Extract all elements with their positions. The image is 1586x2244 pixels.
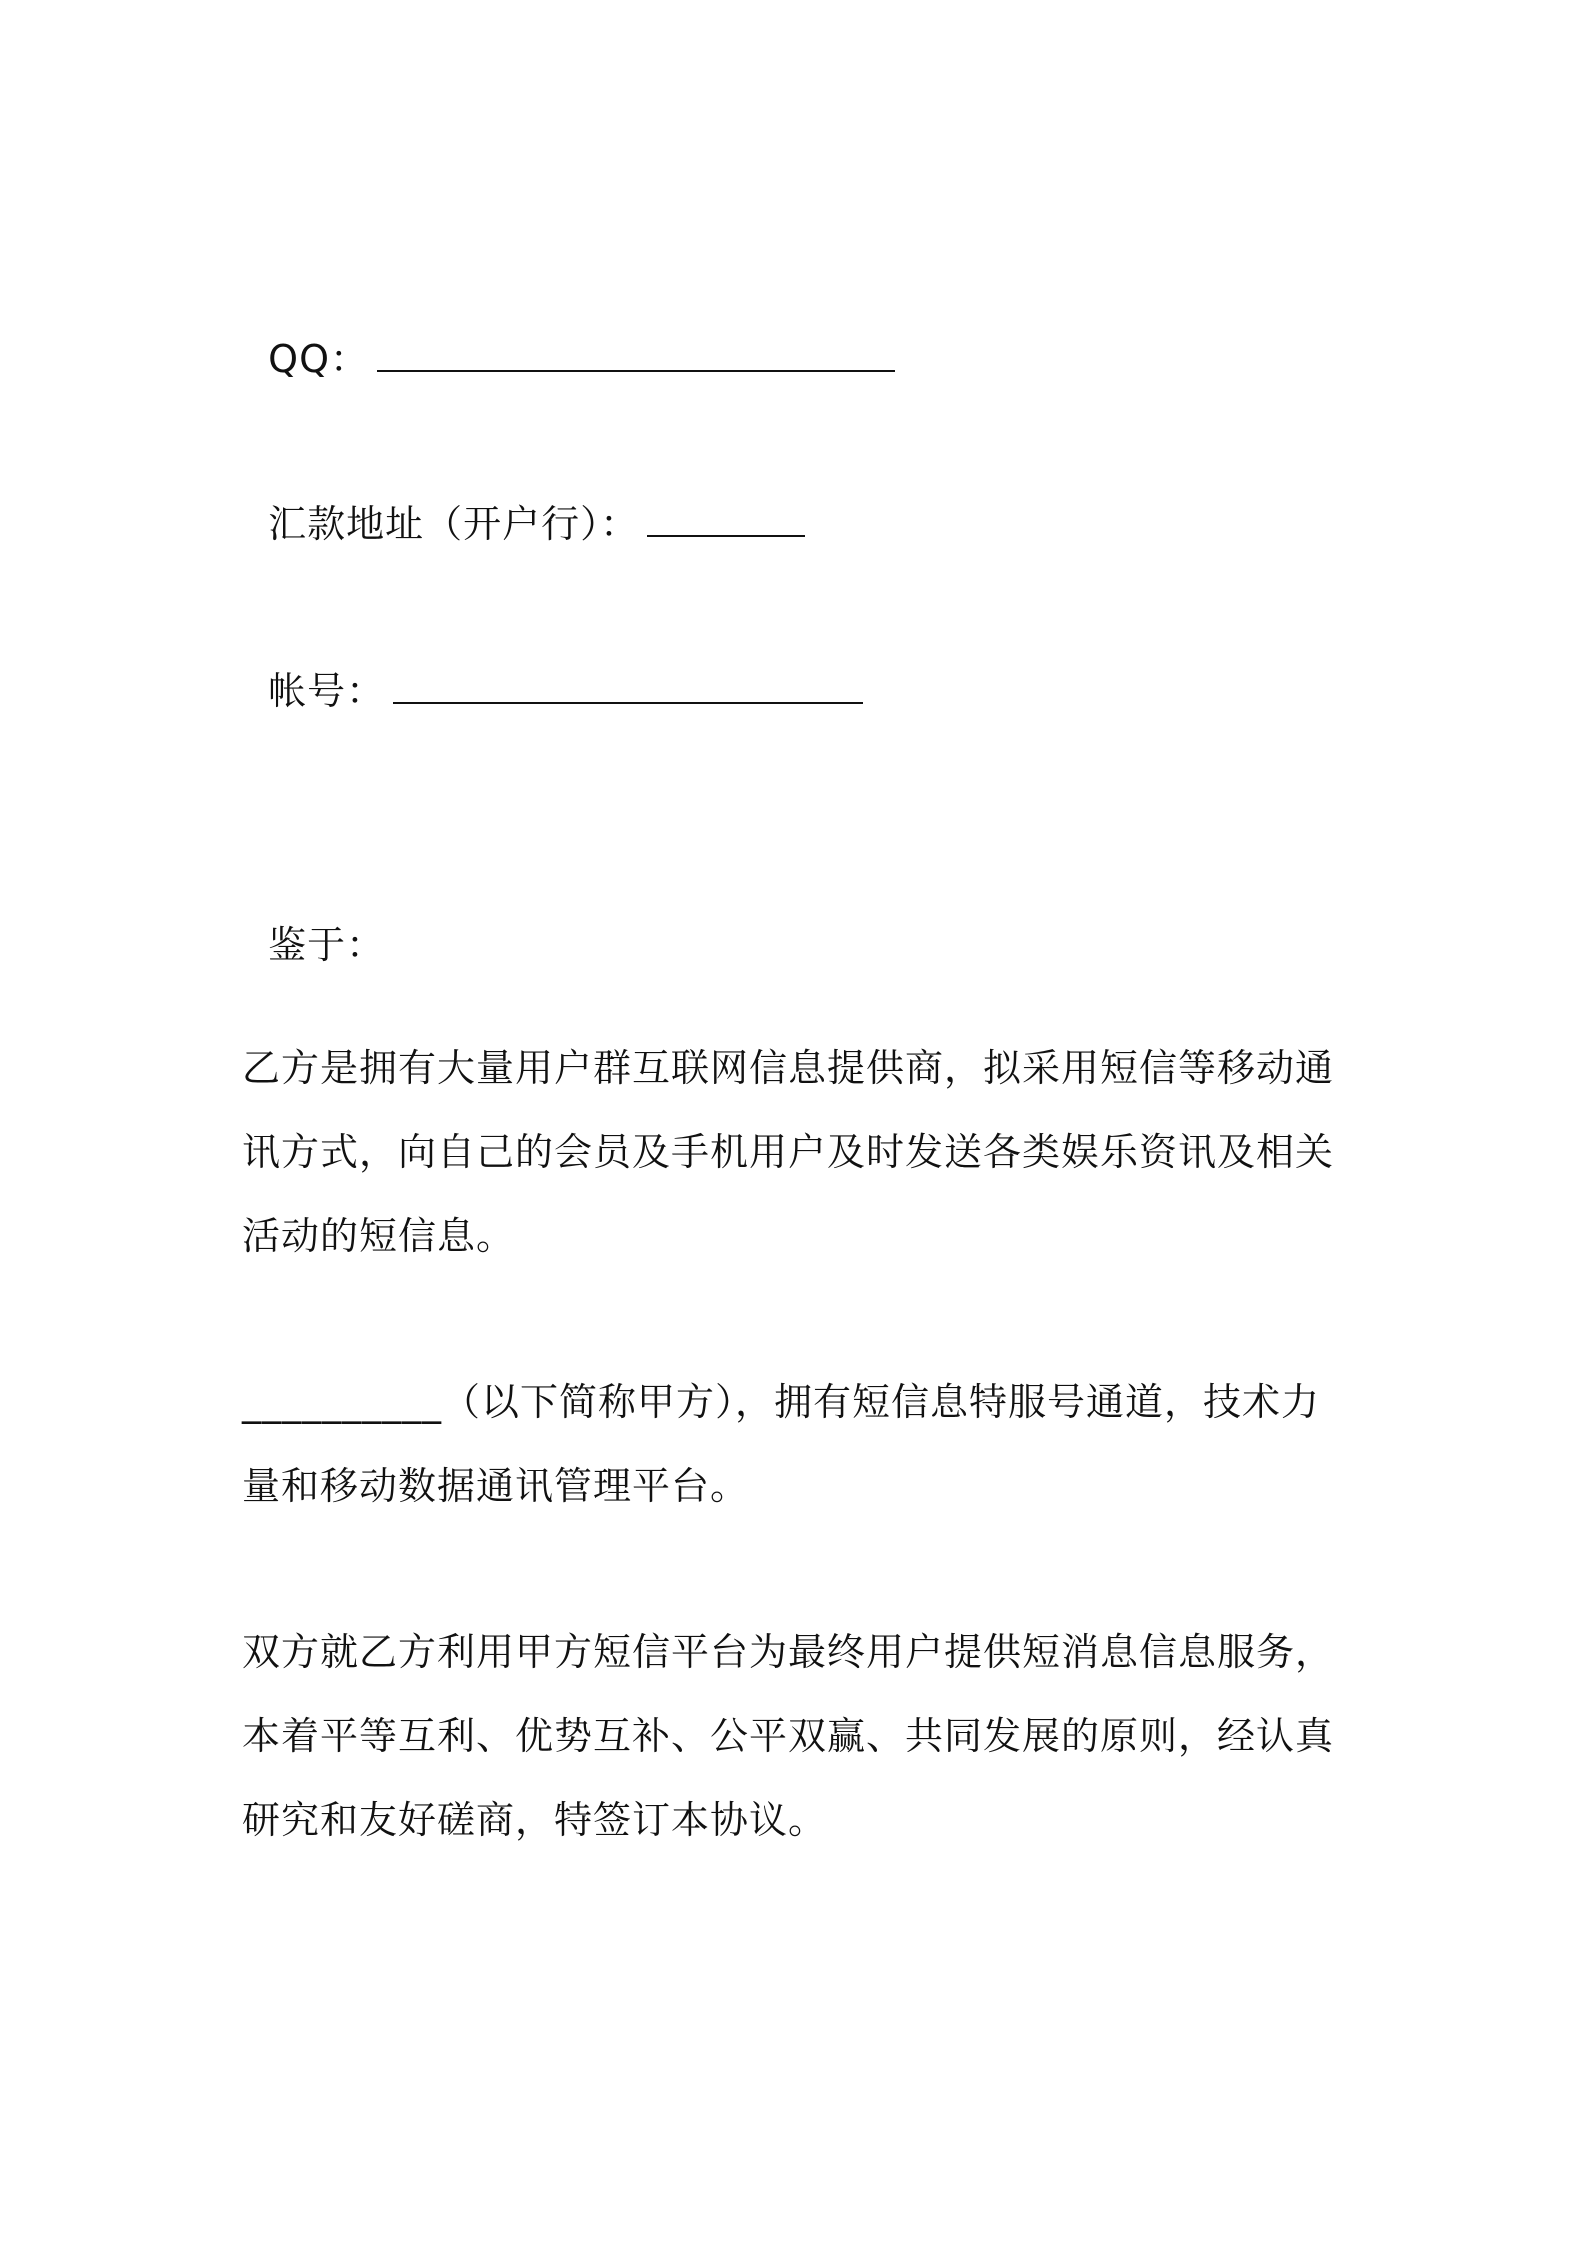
paragraph-line: 本着平等互利、优势互补、公平双赢、共同发展的原则，经认真 — [242, 1714, 1335, 1758]
paragraph-line: 双方就乙方利用甲方短信平台为最终用户提供短消息信息服务， — [242, 1630, 1335, 1674]
whereas-heading-text: 鉴于： — [268, 923, 386, 967]
paragraph-line — [242, 1360, 1362, 1444]
paragraph-line-text: （以下简称甲方），拥有短信息特服号通道，技术力 — [442, 1380, 1321, 1424]
whereas-heading — [242, 876, 385, 968]
party-a-blank[interactable]: __________ — [242, 1380, 442, 1424]
account-field — [242, 622, 863, 714]
account-label: 帐号： — [268, 669, 386, 713]
account-blank[interactable] — [393, 672, 863, 704]
paragraph-line: 量和移动数据通讯管理平台。 — [242, 1464, 750, 1508]
qq-blank[interactable] — [377, 340, 895, 372]
remit-address-field — [242, 455, 805, 547]
paragraph-party-b — [242, 1026, 1362, 1278]
qq-field — [242, 290, 895, 382]
paragraph-line: 乙方是拥有大量用户群互联网信息提供商，拟采用短信等移动通 — [242, 1046, 1335, 1090]
paragraph-line: 讯方式，向自己的会员及手机用户及时发送各类娱乐资讯及相关 — [242, 1130, 1335, 1174]
qq-label: QQ： — [268, 337, 369, 381]
remit-address-blank[interactable] — [647, 505, 805, 537]
paragraph-party-a — [242, 1360, 1362, 1528]
remit-address-label: 汇款地址（开户行）： — [268, 502, 640, 546]
paragraph-agreement — [242, 1610, 1362, 1862]
paragraph-line: 研究和友好磋商，特签订本协议。 — [242, 1798, 828, 1842]
paragraph-line: 活动的短信息。 — [242, 1214, 516, 1258]
